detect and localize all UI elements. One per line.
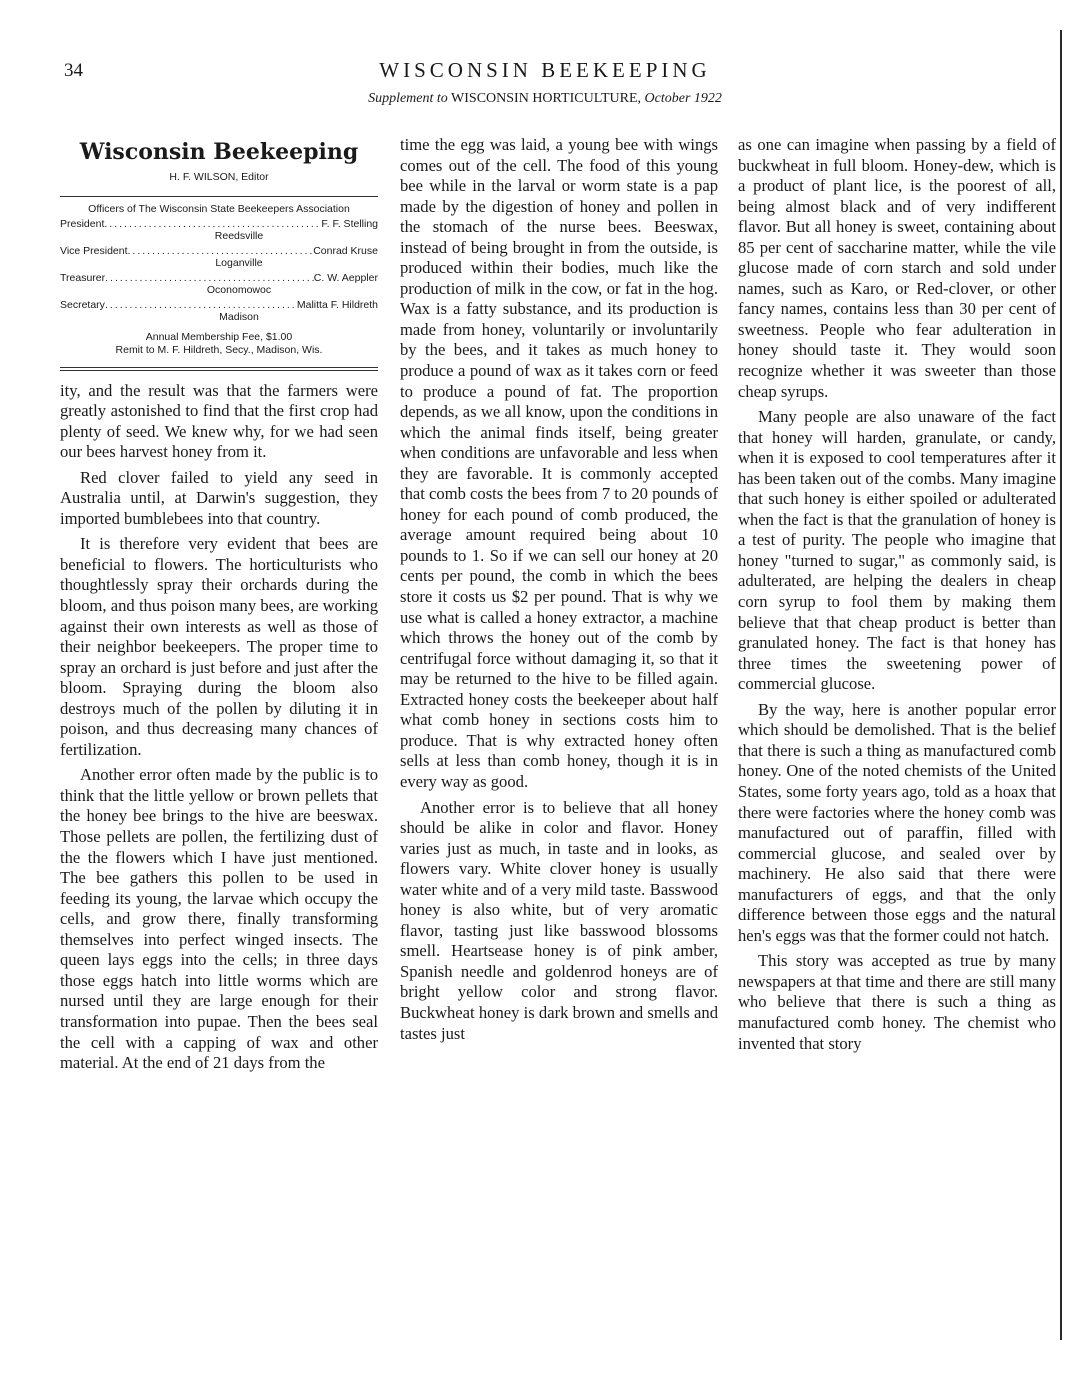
masthead-box: [60, 139, 378, 371]
paragraph: as one can imagine when passing by a field of buckwheat in full bloom. Honey-dew, which is a product of plant lice, is the poorest of all, being almost black and of very indifferent flavor. But all honey is sweet, containing about 85 per cent of saccharine matter, while the vile glucose made of corn starch and sold under names, such as Karo, or Red-clover, or other fancy names, contains less than 30 per cent of sweetness. People who fear adulteration in honey should taste it. They would soon recognize whether it was sweeter than those cheap syrups.: [738, 135, 1056, 401]
officer-name: Conrad Kruse: [313, 244, 378, 257]
paragraph: time the egg was laid, a young bee with wings comes out of the cell. The food of this young bee while in the larval or worm state is a pap made by the digestion of honey and pollen in the stomach of the nurse bees. Beeswax, instead of being brought in from the outside, is produced within their bodies, much like the production of milk in the cow, or fat in the hog. Wax is a fatty substance, and its production is made from honey, voluntarily or involuntarily by the bees, and it takes as much honey to produce a pound of wax as it takes corn or feed to produce a pound of fat. The proportion depends, as we all know, upon the conditions in which the animal finds itself, being greater when conditions are unfavorable and less when they are favorable. It is commonly accepted that comb costs the bees from 7 to 20 pounds of honey for each pound of comb produced, the average amount required being about 10 pounds to 1. So if we can sell our honey at 20 cents per pound, the comb in which the bees store it costs us $2 per pound. That is why we use what is called a honey extractor, a machine which throws the honey out of the comb by centrifugal force without damaging it, so that it may be returned to the hive to be filled again. Extracted honey costs the beekeeper about half what comb honey in sections costs him to produce. That is why extracted honey often sells at less than comb honey, though it is in every way as good.: [400, 135, 718, 791]
officer-place: Loganville: [215, 256, 263, 269]
officer-entry: [60, 245, 378, 269]
officer-role: Treasurer: [60, 271, 106, 284]
column-3: [738, 135, 1056, 1350]
officer-role: Secretary: [60, 298, 105, 311]
supplement-title: WISCONSIN HORTICULTURE,: [451, 91, 642, 106]
page-number: 34: [64, 60, 83, 81]
column-1: [60, 135, 378, 1350]
supplement-date: October 1922: [644, 91, 722, 106]
paragraph: Many people are also unaware of the fact that honey will harden, granulate, or candy, when it is exposed to cool temperatures after it has been taken out of the combs. Many imagine that such honey is either spoiled or adulterated when the fact is that the granulation of honey is a test of purity. The people who imagine that honey "turned to sugar," as commonly said, is adulterated, are helping the dealers in cheap corn syrup to fool them by making them believe that that cheap product is better than granulated honey. The fact is that honey has three times the sweetening power of commercial glucose.: [738, 407, 1056, 694]
officer-place: Madison: [219, 310, 259, 323]
officer-role: President: [60, 217, 105, 230]
paragraph: Red clover failed to yield any seed in Australia until, at Darwin's suggestion, they imported bumblebees into that country.: [60, 467, 378, 528]
dot-leader: [128, 245, 314, 257]
paragraph: Another error often made by the public is to think that the little yellow or brown pellets that the honey bee brings to the hive are beeswax. Those pellets are pollen, the fertilizing dust of the the flowers which I have just mentioned. The bee gathers this pollen to be used in feeding its young, the larvae which occupy the cells, and grow there, finally transforming themselves into perfect winged insects. The queen lays eggs into the cells; in three days those eggs hatch into little worms which are nursed until they are large enough for their transformation into pupae. Then the bees seal the cell with a capping of wax and other material. At the end of 21 days from the: [60, 765, 378, 1073]
dot-leader: [105, 272, 314, 284]
masthead-editor: H. F. WILSON, Editor: [169, 171, 269, 183]
page-edge-rule: [1060, 30, 1062, 1340]
masthead-divider: [60, 196, 378, 197]
supplement-prefix: Supplement to: [368, 91, 448, 106]
remit-address: Remit to M. F. Hildreth, Secy., Madison, Wis.: [115, 343, 323, 356]
officers-heading: Officers of The Wisconsin State Beekeepers Association: [88, 202, 350, 215]
officer-role: Vice President: [60, 244, 128, 257]
supplement-line: [0, 91, 1090, 107]
officer-entry: [60, 218, 378, 242]
column-2: [400, 135, 718, 1350]
dot-leader: [105, 299, 297, 311]
paragraph: By the way, here is another popular error which should be demolished. That is the belief that there is such a thing as manufactured comb honey. One of the noted chemists of the United States, some forty years ago, told as a hoax that there were factories where the honey comb was manufactured out of paraffin, filled with commercial glucose, and sealed over by machinery. He also said that there were manufacturers of eggs, and that the only difference between those eggs and the natural hen's eggs was that the former could not hatch.: [738, 699, 1056, 945]
officer-name: Malitta F. Hildreth: [296, 298, 378, 311]
paragraph: ity, and the result was that the farmers were greatly astonished to find that the first crop had plenty of seed. We knew why, for we had seen our bees harvest honey from it.: [60, 380, 378, 462]
officer-name: F. F. Stelling: [321, 217, 378, 230]
officer-place: Oconomowoc: [206, 283, 272, 296]
dot-leader: [104, 218, 321, 230]
membership-fee: Annual Membership Fee, $1.00: [145, 330, 293, 343]
officer-place: Reedsville: [214, 229, 264, 242]
masthead-bottom-rule: [60, 367, 378, 371]
paragraph: This story was accepted as true by many newspapers at that time and there are still many who believe that there is such a thing as manufactured comb honey. The chemist who invented that story: [738, 951, 1056, 1053]
paragraph: It is therefore very evident that bees are beneficial to flowers. The horticulturists who thoughtlessly spray their orchards during the bloom, and thus poison many bees, are working against their own interests as well as those of their neighbor beekeepers. The proper time to spray an orchard is just before and just after the bloom. Spraying during the bloom also destroys much of the pollen by diluting it in poison, and thus decreasing many chances of fertilization.: [60, 534, 378, 759]
officer-name: C. W. Aeppler: [313, 271, 378, 284]
running-title: WISCONSIN BEEKEEPING: [379, 58, 711, 82]
officer-entry: [60, 299, 378, 323]
masthead-title: Wisconsin Beekeeping: [79, 139, 359, 165]
officer-entry: [60, 272, 378, 296]
paragraph: Another error is to believe that all honey should be alike in color and flavor. Honey varies just as much, in taste and in looks, as flowers vary. White clover honey is usually water white and of a very mild taste. Basswood honey is also white, but of very aromatic flavor, tasting just like basswood blossoms smell. Heartsease honey is of pink amber, Spanish needle and goldenrod honeys are of bright yellow color and strong flavor. Buckwheat honey is dark brown and smells and tastes just: [400, 797, 718, 1043]
